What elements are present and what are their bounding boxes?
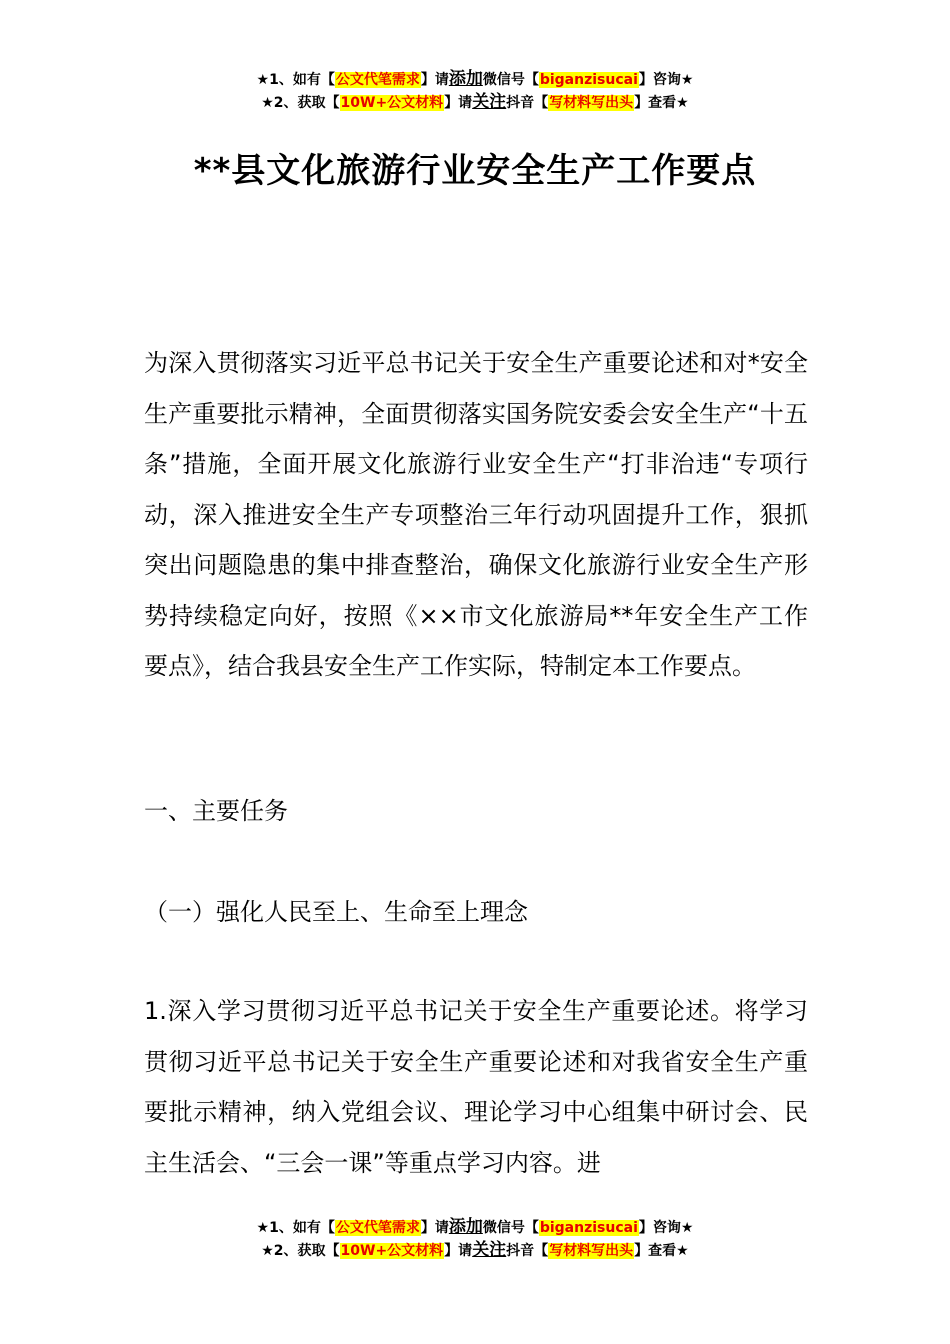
promo-text: 】查看★ (634, 1243, 689, 1259)
promo-text: 抖音【 (506, 95, 549, 111)
document-title: **县文化旅游行业安全生产工作要点 (193, 151, 757, 191)
promo-text: ★2、获取【 (261, 1243, 340, 1259)
promo-douyin-id: 写材料写出头 (549, 1243, 634, 1259)
promo-text: ★2、获取【 (261, 95, 340, 111)
promo-line-1 (0, 68, 950, 91)
promo-text: 】请 (420, 72, 449, 88)
promo-text: 】咨询★ (638, 1220, 694, 1236)
promo-emphasis: 添加 (448, 1217, 483, 1237)
promo-highlight: 10W+公文材料 (340, 1243, 444, 1259)
promo-text: ★1、如有【 (256, 72, 335, 88)
promo-text: 微信号【 (482, 1220, 539, 1236)
promo-line-2 (0, 1239, 950, 1262)
promo-douyin-id: 写材料写出头 (549, 95, 634, 111)
footer-promo-banner (0, 1216, 950, 1262)
promo-text: 抖音【 (506, 1243, 549, 1259)
promo-wechat-id: biganzisucai (539, 72, 638, 88)
promo-text: 】请 (444, 95, 473, 111)
promo-text: 】咨询★ (638, 72, 694, 88)
intro-paragraph: 为深入贯彻落实习近平总书记关于安全生产重要论述和对*安全生产重要批示精神，全面贯彻落实国务院安委会安全生产“十五条”措施，全面开展文化旅游行业安全生产“打非治违“专项行动，深入推进安全生产专项整治三年行动巩固提升工作，狠抓突出问题隐患的集中排查整治，确保文化旅游行业安全生产形势持续稳定向好，按照《××市文化旅游局**年安全生产工作要点》，结合我县安全生产工作实际，特制定本工作要点。 (144, 349, 808, 680)
promo-emphasis: 关注 (472, 1240, 507, 1260)
promo-text: 微信号【 (482, 72, 539, 88)
promo-text: ★1、如有【 (256, 1220, 335, 1236)
promo-text: 】请 (444, 1243, 473, 1259)
promo-line-2 (0, 91, 950, 114)
header-promo-banner (0, 68, 950, 114)
promo-line-1 (0, 1216, 950, 1239)
promo-wechat-id: biganzisucai (539, 1220, 638, 1236)
promo-text: 】请 (420, 1220, 449, 1236)
promo-highlight: 公文代笔需求 (335, 1220, 420, 1236)
promo-highlight: 公文代笔需求 (335, 72, 420, 88)
subsection-heading: （一）强化人民至上、生命至上理念 (144, 898, 528, 926)
section-heading: 一、主要任务 (144, 797, 288, 825)
promo-text: 】查看★ (634, 95, 689, 111)
promo-emphasis: 关注 (472, 92, 507, 112)
promo-highlight: 10W+公文材料 (340, 95, 444, 111)
item-paragraph: 1.深入学习贯彻习近平总书记关于安全生产重要论述。将学习贯彻习近平总书记关于安全生产重要论述和对我省安全生产重要批示精神，纳入党组会议、理论学习中心组集中研讨会、民主生活会、“三会一课”等重点学习内容。进 (144, 997, 808, 1177)
promo-emphasis: 添加 (448, 69, 483, 89)
